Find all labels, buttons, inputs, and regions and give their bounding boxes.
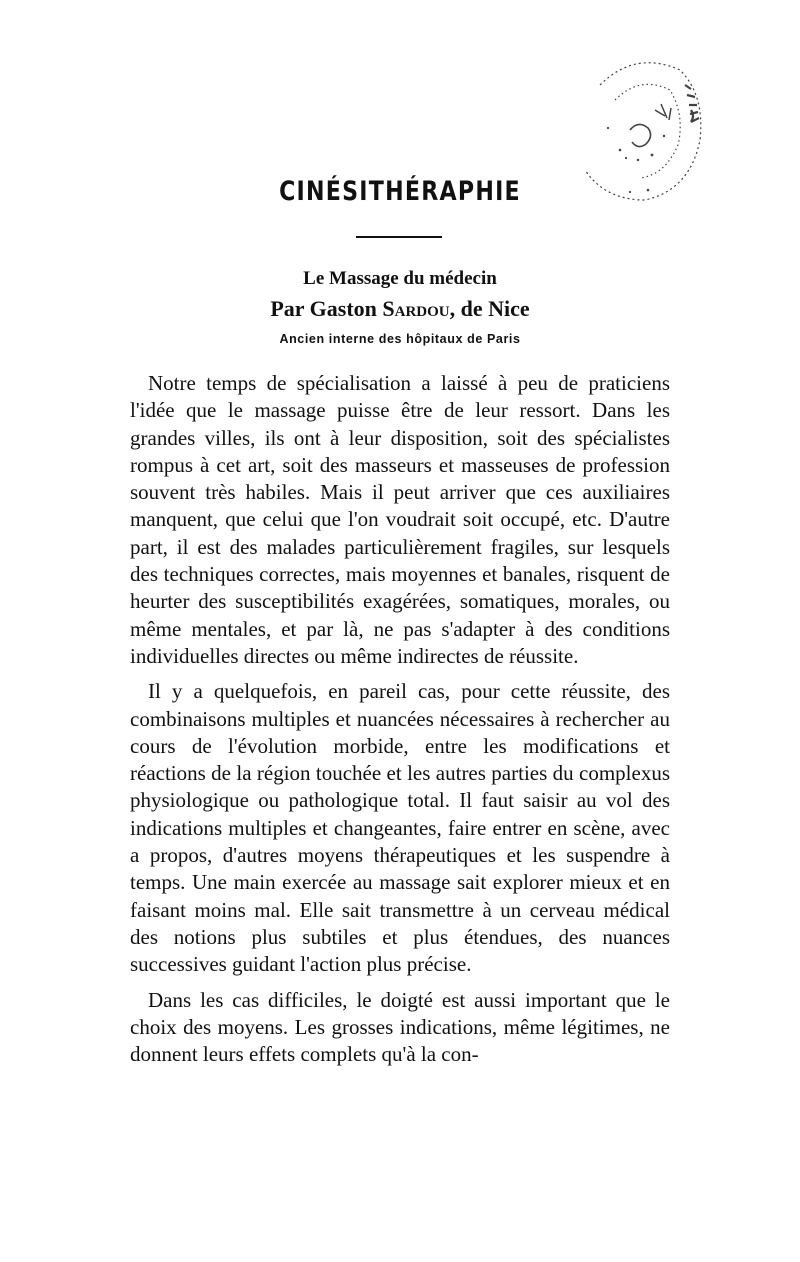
article-title: CINÉSITHÉRAPHIE: [279, 176, 521, 207]
author-surname: Sardou: [382, 296, 450, 321]
title-divider: [356, 236, 442, 238]
article-body: [130, 370, 670, 1076]
author-suffix: , de Nice: [449, 296, 530, 321]
article-subtitle: Le Massage du médecin: [303, 268, 497, 289]
paragraph: Notre temps de spécialisation a laissé à peu de praticiens l'idée que le massage puisse être de leur ressort. Dans les grandes villes, ils ont à leur disposition, soit des spécialistes rompus à cet art, soit des masseurs et masseuses de profession souvent très habiles. Mais il peut arriver que ces auxiliaires manquent, que celui que l'on voudrait soit occupé, etc. D'autre part, il est des malades particulièrement fragiles, sur lesquels des techniques correctes, mais moyennes et banales, risquent de heurter des susceptibilités exagérées, somatiques, morales, ou même mentales, et par là, ne pas s'adapter à des conditions individuelles directes ou même indirectes de réussite.: [130, 371, 670, 668]
paragraph: Dans les cas difficiles, le doigté est aussi important que le choix des moyens. Les grosses indications, même légitimes, ne donnent leurs effets complets qu'à la con-: [130, 987, 670, 1067]
author-line: [0, 296, 800, 322]
author-prefix: Par Gaston: [270, 296, 383, 321]
paragraph: Il y a quelquefois, en pareil cas, pour cette réussite, des combinaisons multiples et nuancées nécessaires à rechercher au cours de l'évolution morbide, entre les modifications et réactions de la région touchée et les autres parties du complexus physiologique ou pathologique total. Il faut saisir au vol des indications multiples et changeantes, faire entrer en scène, avec a propos, d'autres moyens thérapeutiques et les suspendre à temps. Une main exercée au massage sait explorer mieux et en faisant moins mal. Elle sait transmettre à un cerveau médical des notions plus subtiles et plus étendues, des nuances successives guidant l'action plus précise.: [130, 679, 670, 977]
author-affiliation: Ancien interne des hôpitaux de Paris: [279, 332, 521, 346]
